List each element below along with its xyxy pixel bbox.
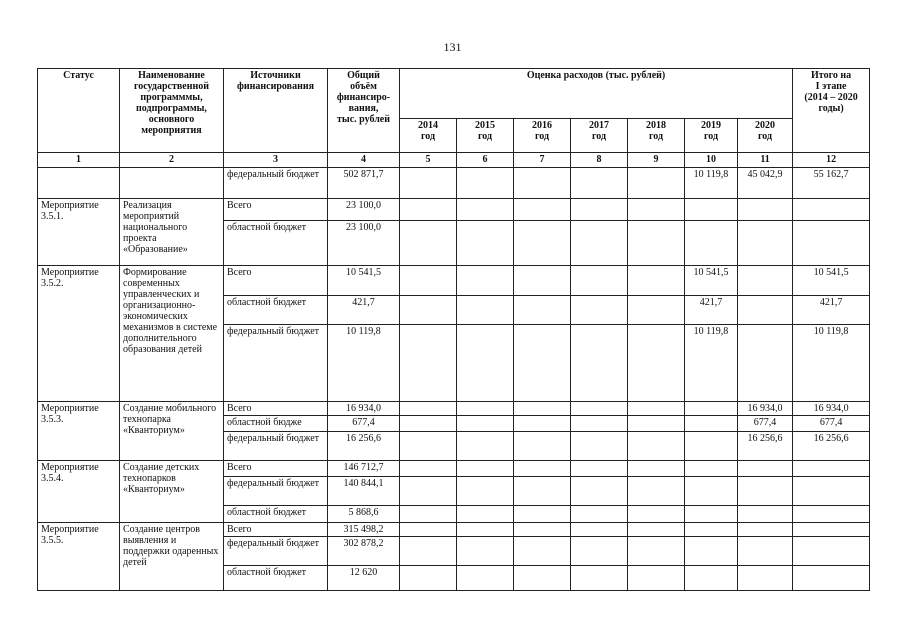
header-total: Общий объём финансиро- вания, тыс. рублей <box>328 69 400 153</box>
total-cell: 16 256,6 <box>328 432 400 461</box>
source-cell: федеральный бюджет <box>224 537 328 566</box>
total-cell: 16 934,0 <box>328 402 400 416</box>
table-row <box>38 523 870 537</box>
status-cell: Мероприятие 3.5.4. <box>38 461 120 523</box>
itogo-cell: 16 934,0 <box>793 402 870 416</box>
itogo-cell <box>793 506 870 523</box>
year-2019-cell: 10 119,8 <box>685 168 738 199</box>
itogo-cell: 10 119,8 <box>793 325 870 402</box>
year-2019-cell <box>685 523 738 537</box>
table-row <box>38 266 870 296</box>
name-cell: Создание центров выявления и поддержки одаренных детей <box>120 523 224 591</box>
source-cell: областной бюджет <box>224 506 328 523</box>
header-year-2020: 2020 год <box>738 119 793 153</box>
name-cell: Создание детских технопарков «Кванториум» <box>120 461 224 523</box>
year-2020-cell <box>738 266 793 296</box>
index-cell: 9 <box>628 153 685 168</box>
header-year-2017: 2017 год <box>571 119 628 153</box>
header-year-2014: 2014 год <box>400 119 457 153</box>
year-2019-cell <box>685 199 738 221</box>
total-cell: 12 620 <box>328 566 400 591</box>
header-name: Наименование государственной программмы, подпрограммы, основного мероприятия <box>120 69 224 153</box>
index-cell: 10 <box>685 153 738 168</box>
page-number: 131 <box>443 40 462 54</box>
total-cell: 502 871,7 <box>328 168 400 199</box>
index-cell: 1 <box>38 153 120 168</box>
table-row <box>38 402 870 416</box>
index-cell: 8 <box>571 153 628 168</box>
budget-table <box>37 68 870 591</box>
total-cell: 10 541,5 <box>328 266 400 296</box>
year-2019-cell <box>685 416 738 432</box>
index-cell: 12 <box>793 153 870 168</box>
year-2019-cell: 10 541,5 <box>685 266 738 296</box>
year-2020-cell <box>738 296 793 325</box>
name-cell <box>120 168 224 199</box>
status-cell: Мероприятие 3.5.1. <box>38 199 120 266</box>
total-cell: 315 498,2 <box>328 523 400 537</box>
year-2020-cell <box>738 199 793 221</box>
header-year-2015: 2015 год <box>457 119 514 153</box>
name-cell: Формирование современных управленческих и организационно-экономических механизмов в системе дополнительного образования детей <box>120 266 224 402</box>
year-2019-cell <box>685 432 738 461</box>
total-cell: 23 100,0 <box>328 199 400 221</box>
year-2020-cell <box>738 506 793 523</box>
index-cell: 6 <box>457 153 514 168</box>
itogo-cell: 10 541,5 <box>793 266 870 296</box>
year-2020-cell <box>738 461 793 477</box>
year-2020-cell <box>738 221 793 266</box>
itogo-cell: 677,4 <box>793 416 870 432</box>
source-cell: Всего <box>224 523 328 537</box>
source-cell: Всего <box>224 199 328 221</box>
year-2020-cell <box>738 523 793 537</box>
index-cell: 4 <box>328 153 400 168</box>
year-2019-cell <box>685 566 738 591</box>
source-cell: федеральный бюджет <box>224 477 328 506</box>
year-2020-cell <box>738 566 793 591</box>
year-2020-cell: 45 042,9 <box>738 168 793 199</box>
source-cell: федеральный бюджет <box>224 168 328 199</box>
total-cell: 10 119,8 <box>328 325 400 402</box>
status-cell: Мероприятие 3.5.5. <box>38 523 120 591</box>
column-index-row <box>38 153 870 168</box>
index-cell: 11 <box>738 153 793 168</box>
itogo-cell <box>793 523 870 537</box>
year-2020-cell <box>738 325 793 402</box>
year-2019-cell <box>685 402 738 416</box>
total-cell: 421,7 <box>328 296 400 325</box>
total-cell: 5 868,6 <box>328 506 400 523</box>
name-cell: Реализация мероприятий национального проекта «Образование» <box>120 199 224 266</box>
source-cell: Всего <box>224 461 328 477</box>
year-2020-cell: 16 256,6 <box>738 432 793 461</box>
itogo-cell: 16 256,6 <box>793 432 870 461</box>
itogo-cell <box>793 537 870 566</box>
index-cell: 2 <box>120 153 224 168</box>
status-cell <box>38 168 120 199</box>
year-2020-cell <box>738 537 793 566</box>
year-2020-cell: 16 934,0 <box>738 402 793 416</box>
itogo-cell: 55 162,7 <box>793 168 870 199</box>
source-cell: Всего <box>224 266 328 296</box>
header-year-2018: 2018 год <box>628 119 685 153</box>
total-cell: 146 712,7 <box>328 461 400 477</box>
header-year-2016: 2016 год <box>514 119 571 153</box>
header-status: Статус <box>38 69 120 153</box>
status-cell: Мероприятие 3.5.2. <box>38 266 120 402</box>
year-2019-cell <box>685 506 738 523</box>
source-cell: федеральный бюджет <box>224 325 328 402</box>
year-2020-cell <box>738 477 793 506</box>
source-cell: областной бюджет <box>224 566 328 591</box>
year-2019-cell: 421,7 <box>685 296 738 325</box>
header-itogo: Итого на I этапе (2014 – 2020 годы) <box>793 69 870 153</box>
total-cell: 677,4 <box>328 416 400 432</box>
total-cell: 140 844,1 <box>328 477 400 506</box>
table-row <box>38 168 870 199</box>
table-row <box>38 199 870 221</box>
source-cell: областной бюдже <box>224 416 328 432</box>
index-cell: 5 <box>400 153 457 168</box>
source-cell: федеральный бюджет <box>224 432 328 461</box>
itogo-cell <box>793 199 870 221</box>
total-cell: 23 100,0 <box>328 221 400 266</box>
total-cell: 302 878,2 <box>328 537 400 566</box>
name-cell: Создание мобильного технопарка «Кванториум» <box>120 402 224 461</box>
source-cell: областной бюджет <box>224 221 328 266</box>
index-cell: 3 <box>224 153 328 168</box>
itogo-cell <box>793 221 870 266</box>
source-cell: Всего <box>224 402 328 416</box>
year-2019-cell: 10 119,8 <box>685 325 738 402</box>
year-2019-cell <box>685 537 738 566</box>
header-sources: Источники финансирования <box>224 69 328 153</box>
itogo-cell <box>793 566 870 591</box>
table-row <box>38 461 870 477</box>
header-estimate: Оценка расходов (тыс. рублей) <box>400 69 793 119</box>
itogo-cell <box>793 461 870 477</box>
year-2019-cell <box>685 477 738 506</box>
itogo-cell: 421,7 <box>793 296 870 325</box>
index-cell: 7 <box>514 153 571 168</box>
year-2019-cell <box>685 461 738 477</box>
itogo-cell <box>793 477 870 506</box>
status-cell: Мероприятие 3.5.3. <box>38 402 120 461</box>
header-year-2019: 2019 год <box>685 119 738 153</box>
year-2019-cell <box>685 221 738 266</box>
year-2020-cell: 677,4 <box>738 416 793 432</box>
source-cell: областной бюджет <box>224 296 328 325</box>
